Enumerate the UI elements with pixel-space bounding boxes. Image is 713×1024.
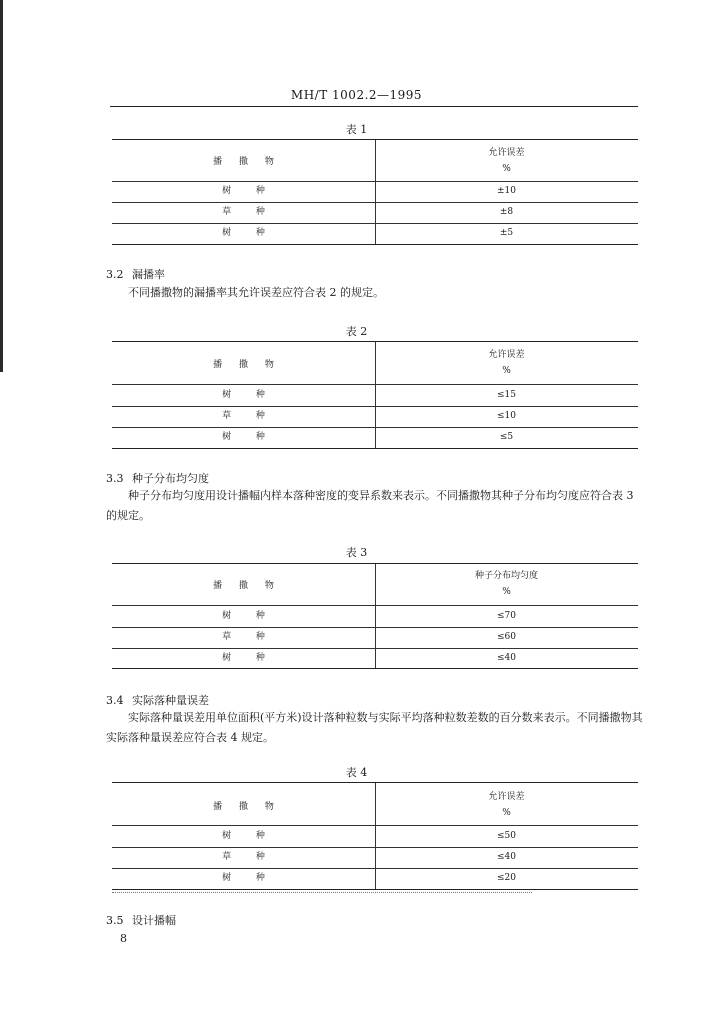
section-heading: 3.4 实际落种量误差: [106, 694, 209, 707]
table-3: [112, 563, 638, 669]
table-row: 树 种 ≤50: [222, 831, 516, 841]
column-header-material: 播 撒 物: [213, 581, 274, 591]
table-row: 草 种 ≤10: [222, 411, 516, 421]
section-paragraph: 实际落种量误差用单位面积(平方米)设计落种粒数与实际平均落种粒数差数的百分数来表示。不同播撒物其实际落种量误差应符合表 4 规定。: [106, 711, 643, 744]
column-header-tolerance: 允许误差 %: [488, 792, 525, 818]
section-paragraph: 不同播撒物的漏播率其允许误差应符合表 2 的规定。: [128, 286, 384, 299]
header-rule: [110, 106, 638, 107]
table-1: [112, 139, 638, 245]
section-heading: 3.2 漏播率: [106, 268, 165, 281]
scan-noise: [112, 892, 532, 893]
table-row: 树 种 ±5: [222, 228, 514, 238]
table-row: 树 种 ≤15: [222, 390, 516, 400]
table-row: 草 种 ≤60: [222, 632, 516, 642]
scan-edge-mark: [0, 0, 3, 372]
column-header-material: 播 撒 物: [213, 360, 274, 370]
table-row: 树 种 ≤70: [222, 611, 516, 621]
section-heading: 3.5 设计播幅: [106, 914, 176, 927]
table-3-caption: 表 3: [345, 546, 368, 559]
table-1-caption: 表 1: [345, 123, 368, 136]
table-row: 草 种 ±8: [222, 207, 514, 217]
column-header-tolerance: 允许误差 %: [488, 350, 525, 376]
table-4: [112, 782, 638, 890]
column-header-material: 播 撒 物: [213, 802, 274, 812]
page-number: 8: [120, 932, 127, 945]
column-header-material: 播 撒 物: [213, 157, 274, 167]
section-heading: 3.3 种子分布均匀度: [106, 472, 209, 485]
table-4-caption: 表 4: [345, 766, 368, 779]
section-paragraph: 种子分布均匀度用设计播幅内样本落种密度的变异系数来表示。不同播撒物其种子分布均匀度应符合表 3 的规定。: [106, 489, 634, 522]
table-row: 树 种 ±10: [222, 186, 516, 196]
column-header-uniformity: 种子分布均匀度 %: [474, 571, 538, 597]
table-2-caption: 表 2: [345, 325, 368, 338]
table-2: [112, 341, 638, 449]
table-row: 树 种 ≤40: [222, 653, 516, 663]
standard-header: MH/T 1002.2—1995: [290, 88, 423, 102]
table-row: 树 种 ≤5: [222, 432, 514, 442]
column-header-tolerance: 允许误差 %: [488, 148, 525, 174]
table-row: 草 种 ≤40: [222, 852, 516, 862]
table-row: 树 种 ≤20: [222, 873, 516, 883]
